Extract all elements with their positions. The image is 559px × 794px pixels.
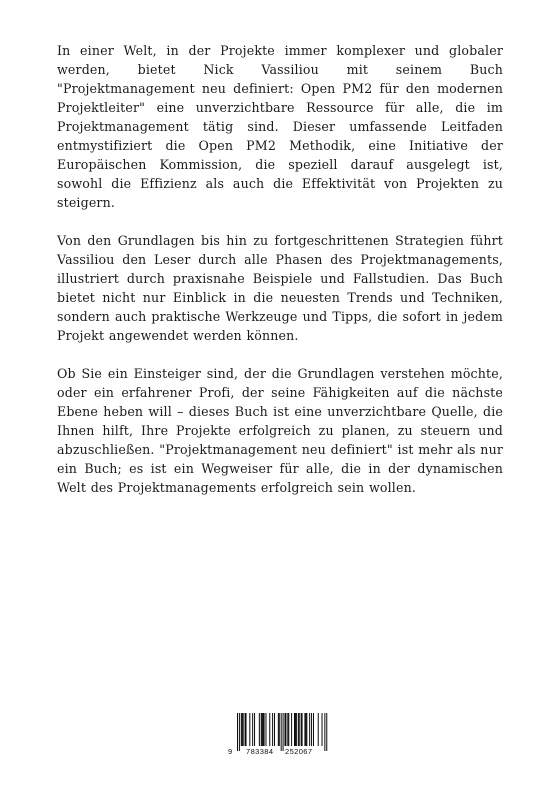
barcode-bar	[309, 713, 310, 746]
barcode-bar	[245, 713, 246, 746]
barcode-bar	[259, 713, 260, 746]
barcode-bar	[285, 713, 286, 746]
barcode-bar	[246, 713, 247, 746]
barcode-bar	[299, 713, 300, 746]
barcode-bar	[311, 713, 312, 746]
barcode-bar	[252, 713, 253, 746]
barcode-first-digit: 9	[228, 747, 233, 756]
blurb-paragraph-2: Von den Grundlagen bis hin zu fortgeschrittenen Strategien führt Vassiliou den Leser durch alle Phasen des Projektmanagements, illustriert durch praxisnahe Beispiele und Fallstudien. Das Buch bietet nicht nur Einblick in die neuesten Trends und Techniken, sondern auch praktische Werkzeuge und Tipps, die sofort in jedem Projekt angewendet werden können.	[57, 233, 503, 343]
blurb-paragraph-3: Ob Sie ein Einsteiger sind, der die Grundlagen verstehen möchte, oder ein erfahrener Profi, der seine Fähigkeiten auf die nächste Ebene heben will – dieses Buch ist eine unverzichtbare Quelle, die Ihnen hilft, Ihre Projekte erfolgreich zu planen, zu steuern und abzuschließen. "Projektmanagement neu definiert" ist mehr als nur ein Buch; es ist ein Wegweiser für alle, die in der dynamischen Welt des Projektmanagements erfolgreich sein wollen.	[57, 366, 503, 495]
barcode-bar	[304, 713, 305, 746]
barcode-bar	[242, 713, 243, 746]
barcode-bar	[313, 713, 314, 746]
barcode-bar	[324, 713, 325, 751]
barcode-bar	[281, 713, 282, 751]
barcode-bar	[302, 713, 303, 746]
barcode-bar	[291, 713, 292, 746]
barcode-bar	[262, 713, 263, 746]
barcode-bar	[241, 713, 242, 746]
barcode-bars	[228, 713, 330, 757]
barcode-bar	[278, 713, 279, 746]
barcode-bar	[239, 713, 240, 751]
barcode-left-digits: 783384	[246, 747, 274, 756]
barcode-bar	[264, 713, 265, 746]
blurb-text	[57, 41, 503, 516]
barcode-bar	[288, 713, 289, 746]
barcode-bar	[279, 713, 280, 746]
barcode-bar	[237, 713, 238, 751]
barcode-right-digits: 252067	[285, 747, 313, 756]
barcode-bar	[326, 713, 327, 751]
barcode-bar	[305, 713, 306, 746]
barcode-bar	[274, 713, 275, 746]
barcode-bar	[283, 713, 284, 751]
barcode-bar	[298, 713, 299, 746]
barcode-bar	[306, 713, 307, 746]
barcode-bar	[263, 713, 264, 746]
barcode-bar	[272, 713, 273, 746]
barcode-bar	[266, 713, 267, 746]
blurb-paragraph-1: In einer Welt, in der Projekte immer komplexer und globaler werden, bietet Nick Vassiliou mit seinem Buch "Projektmanagement neu definiert: Open PM2 für den modernen Projektleiter" eine unverzichtbare Ressource für alle, die im Projektmanagement tätig sind. Dieser umfassende Leitfaden entmystifiziert die Open PM2 Methodik, eine Initiative der Europäischen Kommission, die speziell darauf ausgelegt ist, sowohl die Effizienz als auch die Effektivität von Projekten zu steigern.	[57, 43, 503, 210]
barcode-bar	[254, 713, 255, 746]
barcode-bar	[295, 713, 296, 746]
barcode-bar	[249, 713, 250, 746]
barcode-bar	[296, 713, 297, 746]
barcode-bar	[322, 713, 323, 746]
barcode-bar	[285, 713, 286, 746]
barcode-bar	[269, 713, 270, 746]
barcode-bar	[261, 713, 262, 746]
barcode-bar	[287, 713, 288, 746]
barcode-bar	[318, 713, 319, 746]
barcode-bar	[243, 713, 244, 746]
barcode-bar	[301, 713, 302, 746]
barcode-bar	[294, 713, 295, 746]
isbn-barcode	[228, 713, 330, 757]
